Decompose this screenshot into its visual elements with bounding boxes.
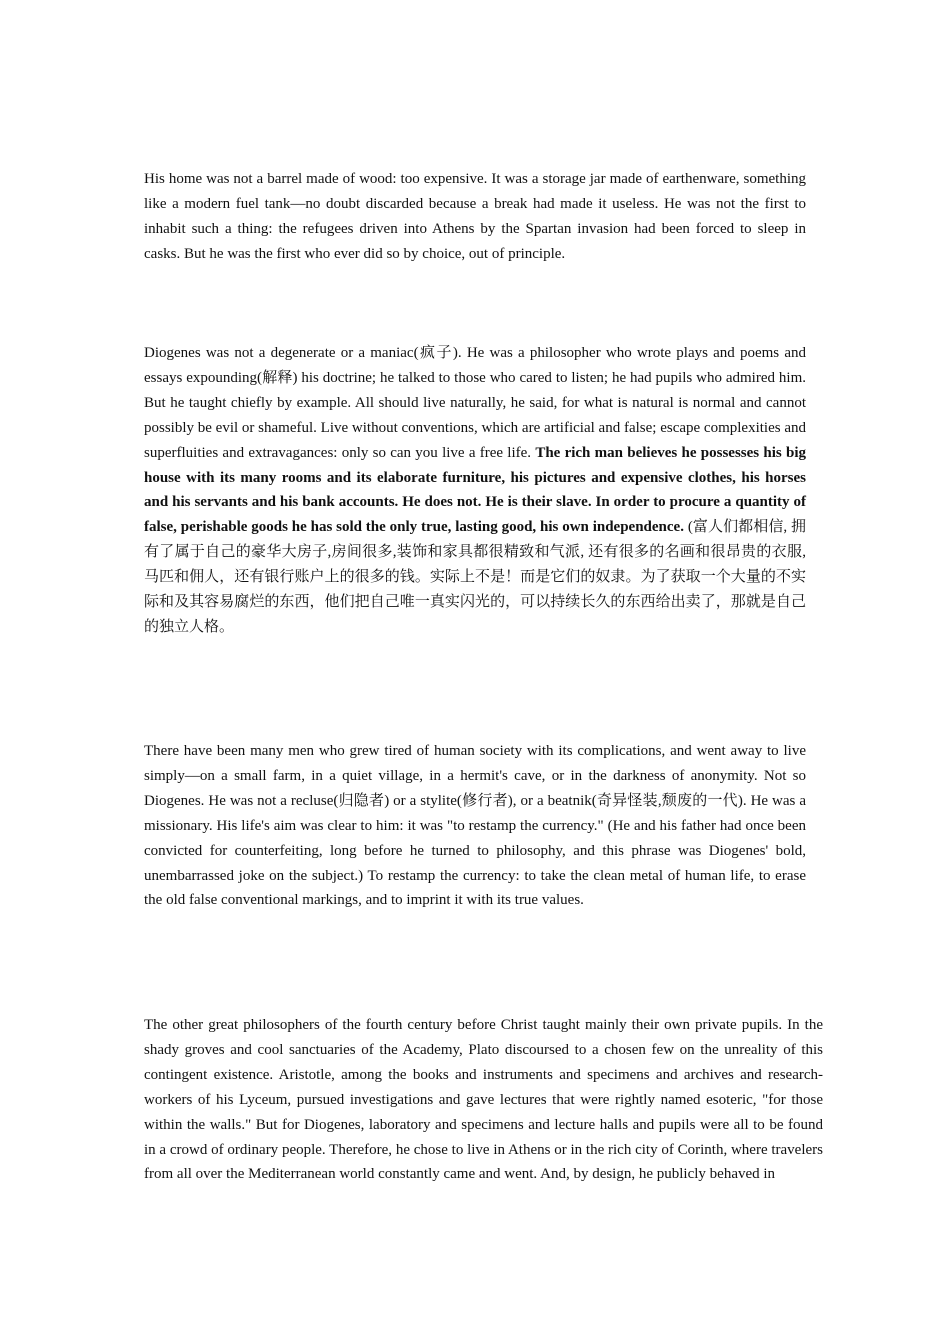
paragraph-chinese-translation: (富人们都相信, 拥有了属于自己的豪华大房子,房间很多,装饰和家具都很精致和气派, 还有很多的名画和很昂贵的衣服, 马匹和佣人，还有银行账户上的很多的钱。实际上不是！而是它们的奴隶。为了获取一个大量的不实际和及其容易腐烂的东西，他们把自己唯一真实闪光的，可以持续长久的东西给出卖了，那就是自己的独立人格。 bbox=[144, 519, 807, 635]
paragraph-diogenes-jar: His home was not a barrel made of wood: too expensive. It was a storage jar made of earthenware, something like a modern fuel tank—no doubt discarded because a break had made it useless. He was not the first to inhabit such a thing: the refugees driven into Athens by the Spartan invasion had been forced to sleep in casks. But he was the first who ever did so by choice, out of principle. bbox=[144, 171, 806, 262]
paragraph-intro-text: Diogenes was not a degenerate or a maniac(疯子). He was a philosopher who wrote plays and poems and essays expounding(解释) his doctrine; he talked to those who cared to listen; he had pupils who admired him. But he taught chiefly by example. All should live naturally, he said, for what is natural is normal and cannot possibly be evil or shameful. Live without conventions, which are artificial and false; escape complexities and superfluities and extravagances: only so can you live a free life. bbox=[144, 345, 806, 461]
paragraph-restamp-currency: There have been many men who grew tired of human society with its complications, and went away to live simply—on a small farm, in a quiet village, in a hermit's cave, or in the darkness of anonymity. Not so Diogenes. He was not a recluse(归隐者) or a stylite(修行者), or a beatnik(奇异怪装,颓废的一代). He was a missionary. His life's aim was clear to him: it was "to restamp the currency." (He and his father had once been convicted for counterfeiting, long before he turned to philosophy, and this phrase was Diogenes' bold, unembarrassed joke on the subject.) To restamp the currency: to take the clean metal of human life, to erase the old false conventional markings, and to imprint it with its true values. bbox=[144, 743, 806, 909]
paragraph-other-philosophers: The other great philosophers of the fourth century before Christ taught mainly their own private pupils. In the shady groves and cool sanctuaries of the Academy, Plato discoursed to a chosen few on the unreality of this contingent existence. Aristotle, among the books and instruments and specimens and archives and research-workers of his Lyceum, pursued investigations and gave lectures that were rightly named esoteric, "for those within the walls." But for Diogenes, laboratory and specimens and lecture halls and pupils were all to be found in a crowd of ordinary people. Therefore, he chose to live in Athens or in the rich city of Corinth, where travelers from all over the Mediterranean world constantly came and went. And, by design, he publicly behaved in bbox=[144, 1017, 823, 1183]
paragraph-diogenes-philosophy bbox=[144, 341, 806, 640]
paragraph-bold-quote: The rich man believes he possesses his big house with its many rooms and its elaborate furniture, his pictures and expensive clothes, his horses and his servants and his bank accounts. He does not. He is their slave. In order to procure a quantity of false, perishable goods he has sold the only true, lasting good, his own independence. bbox=[144, 444, 806, 536]
